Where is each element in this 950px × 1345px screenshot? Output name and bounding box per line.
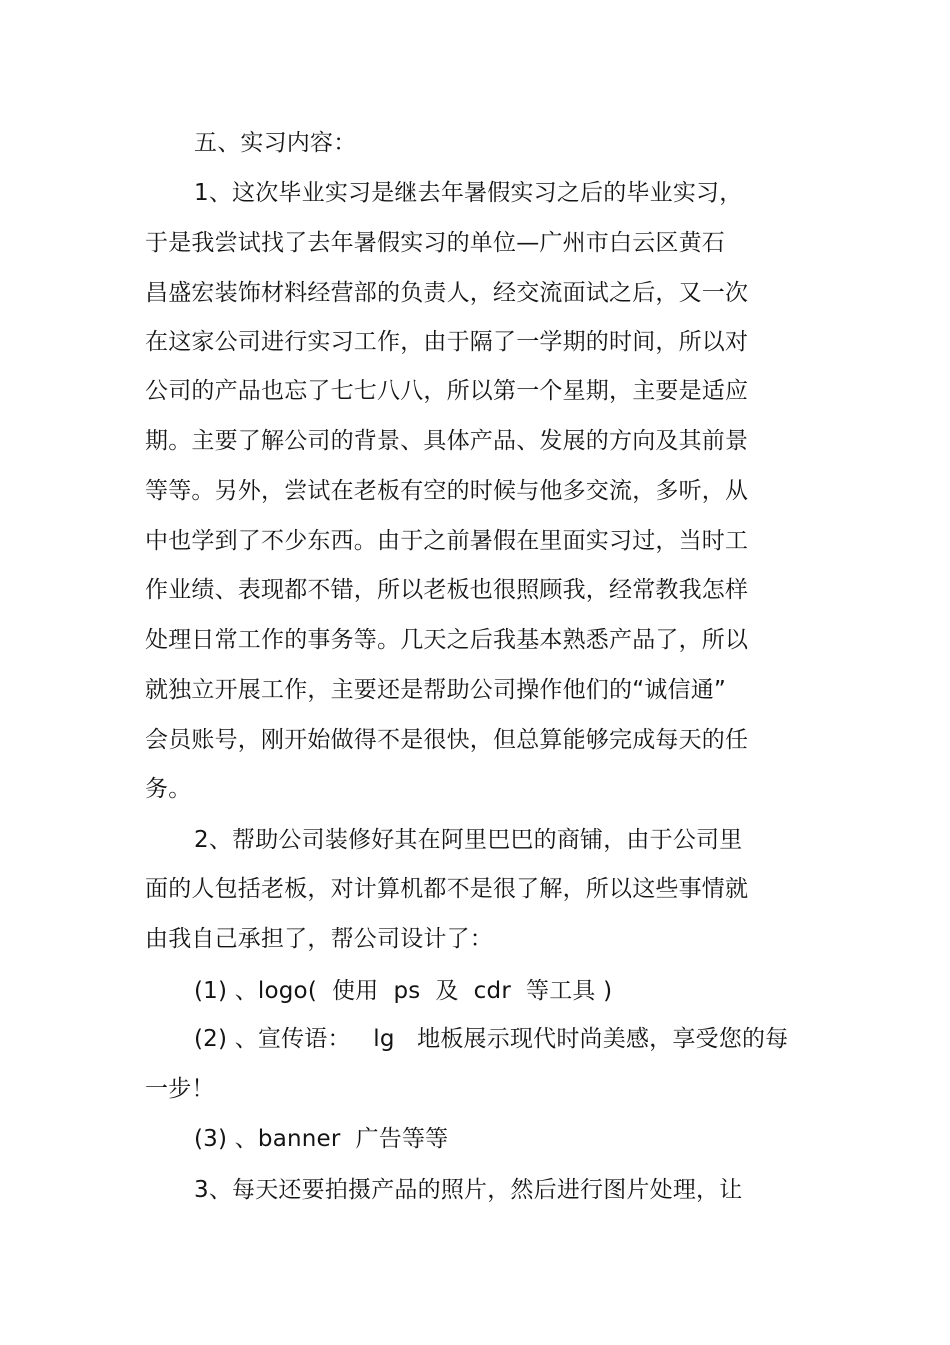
paragraph-line: 中也学到了不少东西。由于之前暑假在里面实习过，当时工 [145, 528, 749, 554]
paragraph-line: 由我自己承担了，帮公司设计了： [145, 926, 493, 952]
paragraph-line: 作业绩、表现都不错，所以老板也很照顾我，经常教我怎样 [145, 577, 749, 603]
list-item: (2) 、宣传语： lg 地板展示现代时尚美感，享受您的每 [194, 1026, 789, 1052]
list-item-continuation: 一步！ [145, 1076, 215, 1102]
list-item: (1) 、logo( 使用 ps 及 cdr 等工具 ) [194, 978, 613, 1004]
paragraph-line: 面的人包括老板，对计算机都不是很了解，所以这些事情就 [145, 876, 749, 902]
paragraph-line: 1、这次毕业实习是继去年暑假实习之后的毕业实习， [194, 180, 743, 206]
paragraph-line: 就独立开展工作，主要还是帮助公司操作他们的“诚信通” [145, 677, 727, 703]
paragraph-line: 3、每天还要拍摄产品的照片，然后进行图片处理，让 [194, 1177, 743, 1203]
paragraph-line: 处理日常工作的事务等。几天之后我基本熟悉产品了，所以 [145, 627, 749, 653]
paragraph-line: 于是我尝试找了去年暑假实习的单位—广州市白云区黄石 [145, 230, 725, 256]
paragraph-line: 2、帮助公司装修好其在阿里巴巴的商铺，由于公司里 [194, 827, 743, 853]
paragraph-line: 在这家公司进行实习工作，由于隔了一学期的时间，所以对 [145, 329, 749, 355]
paragraph-line: 期。主要了解公司的背景、具体产品、发展的方向及其前景 [145, 428, 749, 454]
paragraph-line: 会员账号，刚开始做得不是很快，但总算能够完成每天的任 [145, 727, 749, 753]
paragraph-line: 务。 [145, 776, 192, 802]
section-heading: 五、实习内容： [194, 130, 357, 156]
paragraph-line: 公司的产品也忘了七七八八，所以第一个星期，主要是适应 [145, 378, 749, 404]
paragraph-line: 昌盛宏装饰材料经营部的负责人，经交流面试之后，又一次 [145, 280, 749, 306]
paragraph-line: 等等。另外，尝试在老板有空的时候与他多交流，多听，从 [145, 478, 749, 504]
list-item: (3) 、banner 广告等等 [194, 1126, 449, 1152]
